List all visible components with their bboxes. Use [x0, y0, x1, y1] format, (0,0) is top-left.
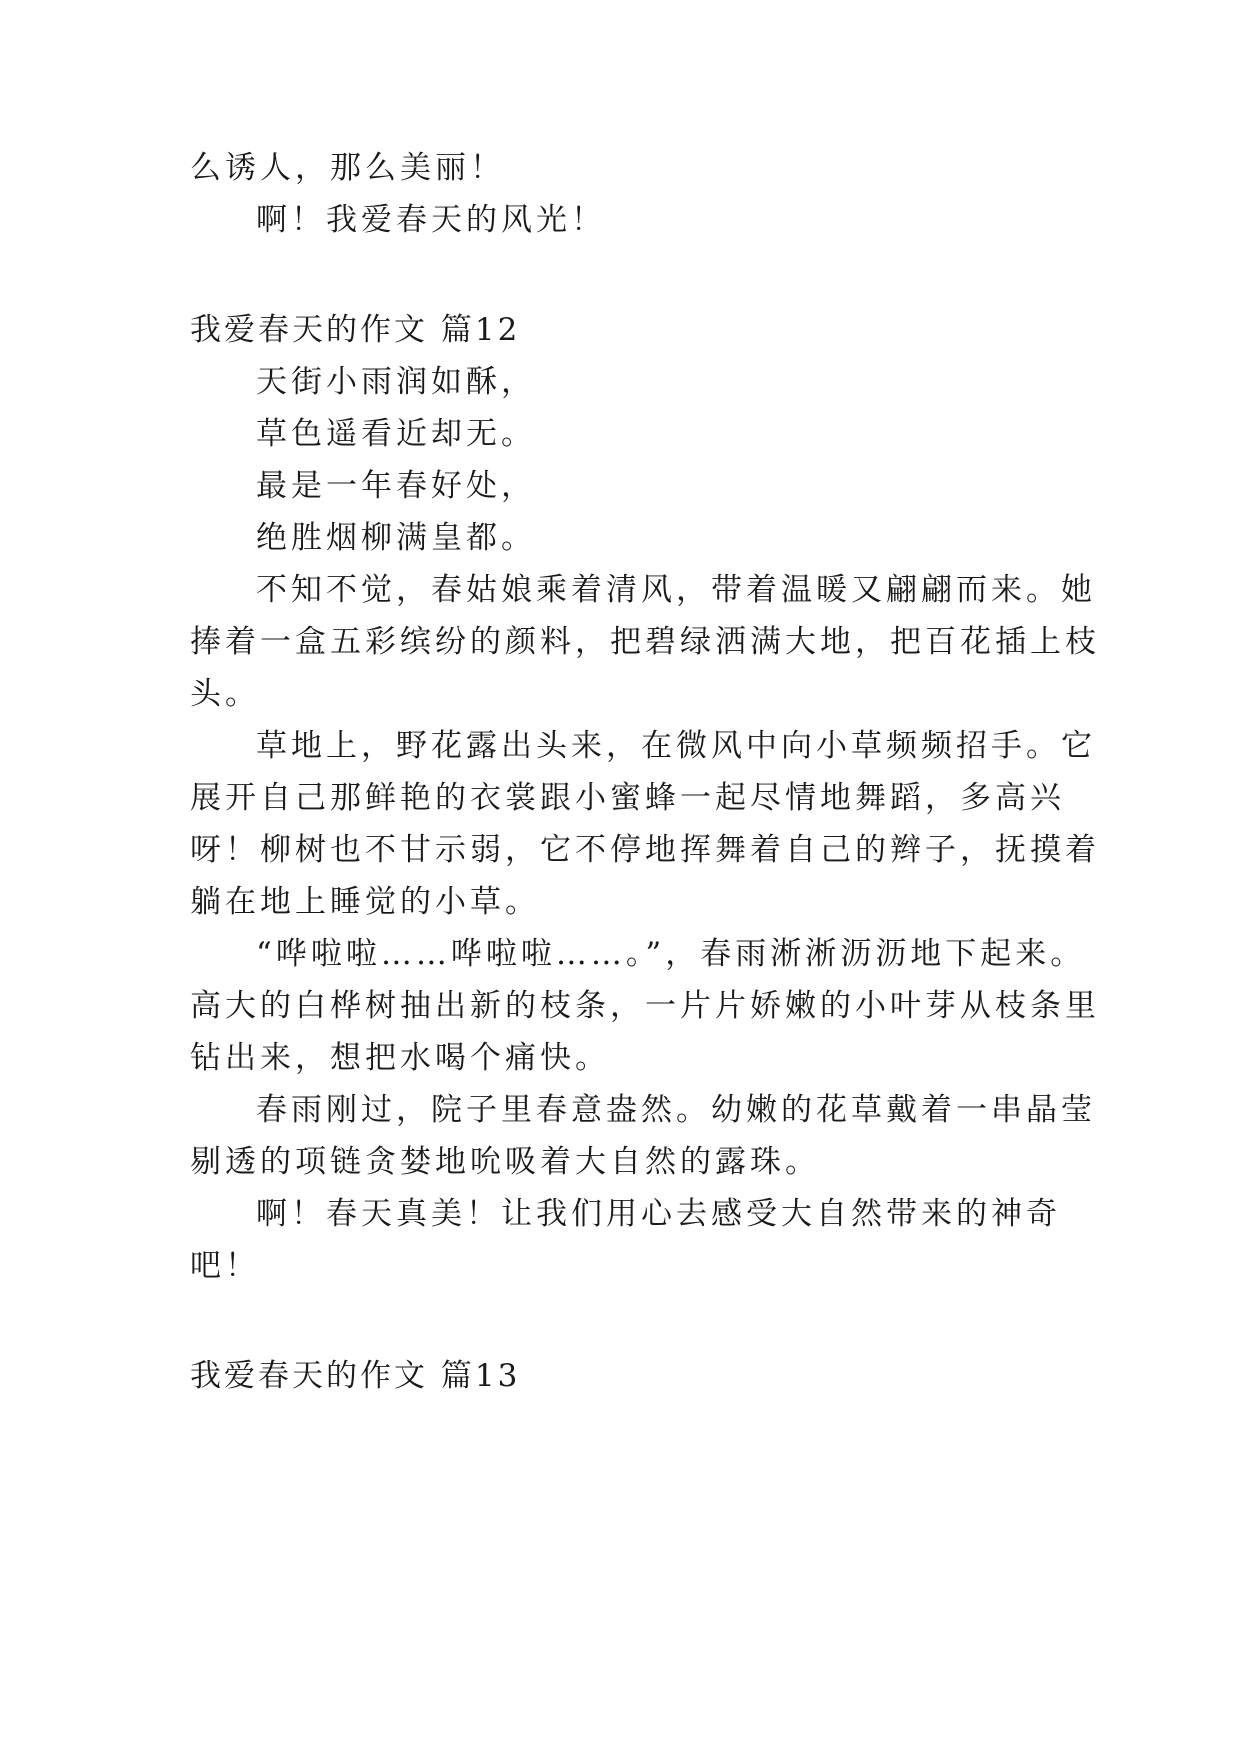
- poem-line: 草色遥看近却无。: [256, 416, 536, 452]
- text-line: 么诱人，那么美丽！: [190, 150, 505, 186]
- paragraph-line: 草地上，野花露出头来，在微风中向小草频频招手。它: [256, 728, 1096, 764]
- paragraph-line: 啊！春天真美！让我们用心去感受大自然带来的神奇: [256, 1196, 1061, 1232]
- text-line: 啊！我爱春天的风光！: [256, 202, 606, 238]
- section-heading-12: 我爱春天的作文 篇12: [190, 312, 521, 348]
- paragraph-line: 剔透的项链贪婪地吮吸着大自然的露珠。: [190, 1144, 820, 1180]
- paragraph-line: 头。: [190, 676, 260, 712]
- paragraph-line: 吧！: [190, 1248, 260, 1284]
- poem-line: 绝胜烟柳满皇都。: [256, 520, 536, 556]
- paragraph-line: 捧着一盒五彩缤纷的颜料，把碧绿洒满大地，把百花插上枝: [190, 624, 1100, 660]
- paragraph-line: 高大的白桦树抽出新的枝条，一片片娇嫩的小叶芽从枝条里: [190, 988, 1100, 1024]
- poem-line: 最是一年春好处，: [256, 468, 536, 504]
- paragraph-line: 不知不觉，春姑娘乘着清风，带着温暖又翩翩而来。她: [256, 572, 1096, 608]
- paragraph-line: 呀！柳树也不甘示弱，它不停地挥舞着自己的辫子，抚摸着: [190, 832, 1100, 868]
- paragraph-line: 春雨刚过，院子里春意盎然。幼嫩的花草戴着一串晶莹: [256, 1092, 1096, 1128]
- section-heading-13: 我爱春天的作文 篇13: [190, 1358, 521, 1394]
- poem-line: 天街小雨润如酥，: [256, 364, 536, 400]
- paragraph-line: 躺在地上睡觉的小草。: [190, 884, 540, 920]
- paragraph-line: 展开自己那鲜艳的衣裳跟小蜜蜂一起尽情地舞蹈，多高兴: [190, 780, 1065, 816]
- paragraph-line: 钻出来，想把水喝个痛快。: [190, 1040, 610, 1076]
- paragraph-line: “哗啦啦……哗啦啦……。”，春雨淅淅沥沥地下起来。: [256, 936, 1086, 972]
